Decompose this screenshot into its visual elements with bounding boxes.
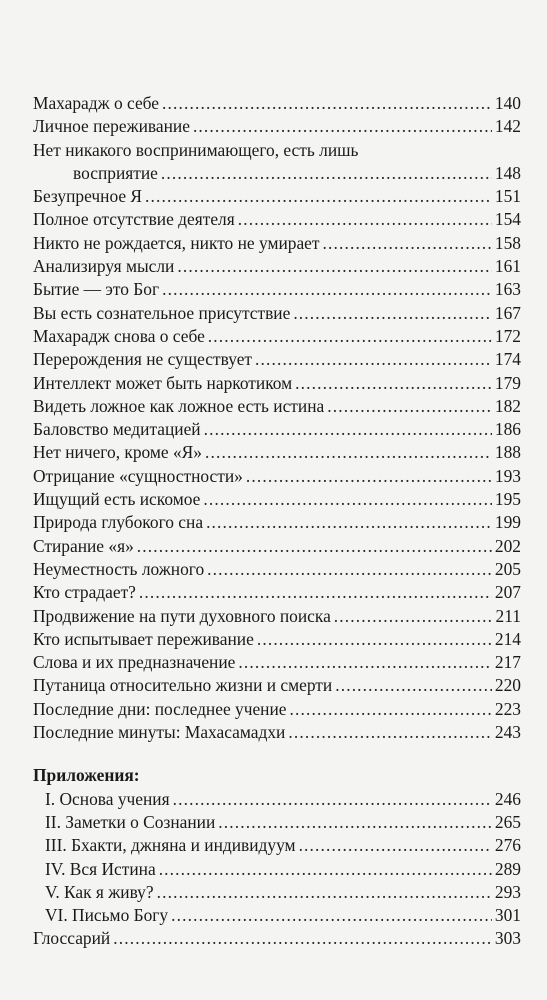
toc-entry-title: Отрицание «сущностности»: [33, 465, 243, 486]
glossary-entry[interactable]: [33, 927, 521, 950]
toc-entry-title: Стирание «я»: [33, 535, 134, 556]
dot-leader: [137, 535, 492, 558]
dot-leader: [295, 372, 492, 395]
toc-entry[interactable]: [33, 372, 521, 395]
toc-entry-page: 188: [494, 442, 521, 463]
dot-leader: [177, 255, 492, 278]
dot-leader: [238, 208, 492, 231]
toc-entry[interactable]: [33, 488, 521, 511]
toc-entry-title: Махарадж снова о себе: [33, 325, 205, 346]
appendix-entry[interactable]: [33, 881, 521, 904]
toc-entry-title: Вы есть сознательное присутствие: [33, 302, 291, 323]
toc-entry[interactable]: [33, 348, 521, 371]
toc-entry-page: 211: [495, 605, 521, 626]
toc-entry-page: 174: [494, 349, 521, 370]
toc-entry-title: Видеть ложное как ложное есть истина: [33, 395, 325, 416]
dot-leader: [193, 115, 492, 138]
toc-entry[interactable]: [33, 255, 521, 278]
toc-entry[interactable]: [33, 605, 521, 628]
glossary-title: Глоссарий: [33, 928, 111, 949]
dot-leader: [208, 325, 492, 348]
toc-entry[interactable]: [33, 395, 521, 418]
toc-entry[interactable]: [33, 698, 521, 721]
appendix-heading: Приложения:: [33, 765, 140, 786]
toc-entry-page: 199: [494, 512, 521, 533]
toc-entry[interactable]: [33, 208, 521, 231]
toc-entry-title: Путаница относительно жизни и смерти: [33, 675, 333, 696]
toc-entry[interactable]: [33, 418, 521, 441]
dot-leader: [334, 605, 493, 628]
toc-entry[interactable]: [33, 92, 521, 115]
toc-entry-page: 205: [494, 558, 521, 579]
toc-entry-page: 223: [494, 698, 521, 719]
dot-leader: [327, 395, 492, 418]
appendix-entry-title: I. Основа учения: [45, 788, 170, 809]
toc-entry[interactable]: [33, 558, 521, 581]
toc-entry-page: 154: [494, 209, 521, 230]
appendix-entry[interactable]: [33, 788, 521, 811]
dot-leader: [203, 488, 492, 511]
toc-entry-title: Природа глубокого сна: [33, 512, 204, 533]
dot-leader: [205, 441, 492, 464]
toc-entry-page: 193: [494, 465, 521, 486]
toc-entry-page: 179: [494, 372, 521, 393]
toc-entry-title: Баловство медитацией: [33, 419, 201, 440]
toc-entry[interactable]: [33, 651, 521, 674]
toc-entry-page: 220: [494, 675, 521, 696]
toc-entry[interactable]: [33, 232, 521, 255]
dot-leader: [323, 232, 492, 255]
toc-entry-title: Неуместность ложного: [33, 558, 205, 579]
toc-entry[interactable]: [33, 441, 521, 464]
toc-entry-title: Последние минуты: Махасамадхи: [33, 722, 286, 743]
dot-leader: [238, 651, 492, 674]
toc-entry-title: Нет никакого воспринимающего, есть лишь: [33, 139, 359, 160]
toc-entry-page: 207: [494, 582, 521, 603]
toc-entry[interactable]: [33, 674, 521, 697]
toc-entry[interactable]: [33, 535, 521, 558]
dot-leader: [299, 834, 492, 857]
toc-entry-title: Продвижение на пути духовного поиска: [33, 605, 331, 626]
toc-entry-page: 148: [494, 162, 521, 183]
toc-entry-title: Анализируя мысли: [33, 256, 175, 277]
dot-leader: [206, 511, 492, 534]
toc-entry[interactable]: [33, 278, 521, 301]
appendix-entry-title: VI. Письмо Богу: [45, 905, 169, 926]
appendix-entry-page: 246: [494, 788, 521, 809]
dot-leader: [255, 348, 492, 371]
toc-entry-page: 140: [494, 93, 521, 113]
dot-leader: [290, 698, 492, 721]
dot-leader: [162, 92, 492, 115]
toc-entry-title: Полное отсутствие деятеля: [33, 209, 235, 230]
toc-entry-title: Никто не рождается, никто не умирает: [33, 232, 320, 253]
toc-entry-title: Кто испытывает переживание: [33, 628, 254, 649]
dot-leader: [113, 927, 492, 950]
toc-entry-title-continued: восприятие: [73, 162, 158, 183]
dot-leader: [288, 721, 492, 744]
toc-entry[interactable]: [33, 581, 521, 604]
dot-leader: [161, 162, 492, 185]
toc-entry[interactable]: [33, 721, 521, 744]
toc-entry-page: 167: [494, 302, 521, 323]
appendix-entry[interactable]: [33, 904, 521, 927]
glossary-page: 303: [494, 928, 521, 949]
toc-entry-title: Последние дни: последнее учение: [33, 698, 287, 719]
toc-entry-title: Безупречное Я: [33, 186, 143, 207]
toc-entry[interactable]: [33, 465, 521, 488]
toc-entry-page: 161: [494, 256, 521, 277]
appendix-entry[interactable]: [33, 834, 521, 857]
appendix-entry-title: II. Заметки о Сознании: [45, 811, 216, 832]
appendix-entry-page: 293: [494, 881, 521, 902]
dot-leader: [293, 302, 492, 325]
toc-entry-title: Личное переживание: [33, 116, 190, 137]
toc-entry-page: 214: [494, 628, 521, 649]
toc-entry[interactable]: [33, 115, 521, 138]
toc-entry-title: Интеллект может быть наркотиком: [33, 372, 293, 393]
toc-entry-page: 158: [494, 232, 521, 253]
toc-entry-title: Кто страдает?: [33, 582, 136, 603]
dot-leader: [257, 628, 492, 651]
toc-entry-page: 217: [494, 652, 521, 673]
dot-leader: [173, 788, 492, 811]
toc-entry-title: Слова и их предназначение: [33, 652, 236, 673]
toc-entry-page: 172: [494, 325, 521, 346]
toc-entry-title: Бытие — это Бог: [33, 279, 160, 300]
toc-entry-title: Перерождения не существует: [33, 349, 253, 370]
appendix-entry-page: 289: [494, 858, 521, 879]
toc-entry-page: 151: [494, 186, 521, 207]
dot-leader: [204, 418, 492, 441]
table-of-contents: [33, 92, 521, 951]
toc-entry-title: Махарадж о себе: [33, 93, 160, 113]
appendix-entry-title: V. Как я живу?: [45, 881, 154, 902]
toc-entry-page: 182: [494, 395, 521, 416]
dot-leader: [335, 674, 492, 697]
toc-entry[interactable]: [33, 302, 521, 325]
appendix-entry-title: IV. Вся Истина: [45, 858, 156, 879]
appendix-entry[interactable]: [33, 858, 521, 881]
toc-entry[interactable]: [33, 628, 521, 651]
dot-leader: [218, 811, 492, 834]
toc-entry-page: 202: [494, 535, 521, 556]
dot-leader: [145, 185, 492, 208]
toc-entry[interactable]: [33, 325, 521, 348]
appendix-entry-page: 276: [494, 835, 521, 856]
dot-leader: [139, 581, 492, 604]
appendix-list: [33, 788, 521, 951]
toc-entry-title: Нет ничего, кроме «Я»: [33, 442, 202, 463]
dot-leader: [157, 881, 492, 904]
toc-entry-page: 195: [494, 489, 521, 510]
toc-entry[interactable]: [33, 511, 521, 534]
dot-leader: [207, 558, 492, 581]
dot-leader: [162, 278, 492, 301]
toc-entry-page: 163: [494, 279, 521, 300]
appendix-entry-page: 265: [494, 811, 521, 832]
appendix-entry-title: III. Бхакти, джняна и индивидуум: [45, 835, 296, 856]
appendix-entry[interactable]: [33, 811, 521, 834]
toc-entry-page: 243: [494, 722, 521, 743]
dot-leader: [246, 465, 492, 488]
toc-entry-page: 186: [494, 419, 521, 440]
toc-entry-page: 142: [494, 116, 521, 137]
toc-entry-title: Ищущий есть искомое: [33, 489, 201, 510]
dot-leader: [171, 904, 492, 927]
toc-entry[interactable]: [33, 139, 521, 186]
toc-entry[interactable]: [33, 185, 521, 208]
appendix-entry-page: 301: [494, 905, 521, 926]
dot-leader: [159, 858, 492, 881]
